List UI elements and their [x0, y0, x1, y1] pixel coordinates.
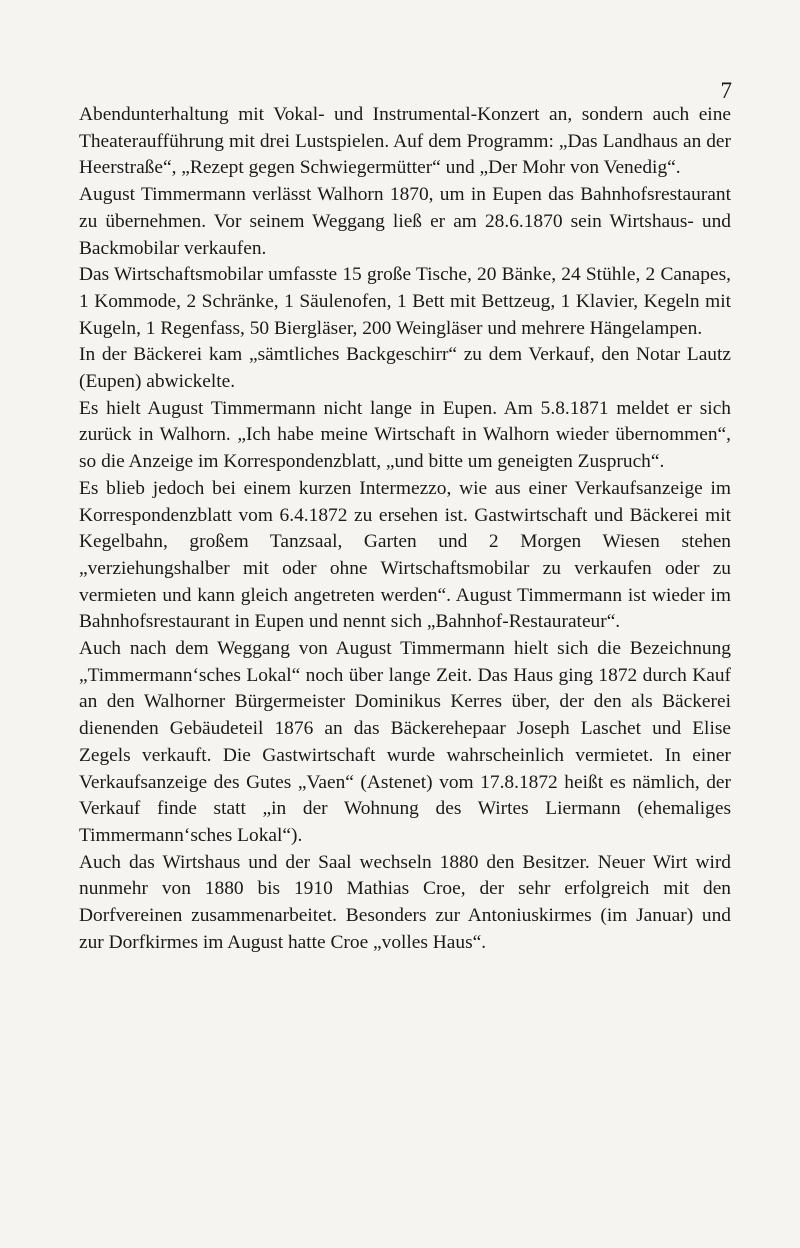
paragraph-8: Auch das Wirtshaus und der Saal wechseln 1880 den Besitzer. Neuer Wirt wird nunmehr von 1880 bis 1910 Mathias Croe, der sehr erfolgreich mit den Dorfvereinen zusammenarbeitet. Besonders zur Antoniuskirmes (im Januar) und zur Dorfkirmes im August hatte Croe „volles Haus“. [79, 851, 731, 953]
page-number: 7 [720, 78, 732, 103]
body-text [79, 102, 731, 957]
paragraph-3: Das Wirtschaftsmobilar umfasste 15 große Tische, 20 Bänke, 24 Stühle, 2 Canapes, 1 Kommode, 2 Schränke, 1 Säulenofen, 1 Bett mit Bettzeug, 1 Klavier, Kegeln mit Kugeln, 1 Regenfass, 50 Biergläser, 200 Weingläser und mehrere Hängelampen. [79, 264, 731, 339]
paragraph-4: In der Bäckerei kam „sämtliches Backgeschirr“ zu dem Verkauf, den Notar Lautz (Eupen) abwickelte. [79, 344, 731, 393]
paragraph-1: Abendunterhaltung mit Vokal- und Instrumental-Konzert an, sondern auch eine Theateraufführung mit drei Lustspielen. Auf dem Programm: „Das Landhaus an der Heerstraße“, „Rezept gegen Schwiegermütter“ und „Der Mohr von Venedig“. [79, 104, 731, 179]
paragraph-5: Es hielt August Timmermann nicht lange in Eupen. Am 5.8.1871 meldet er sich zurück in Walhorn. „Ich habe meine Wirtschaft in Walhorn wieder übernommen“, so die Anzeige im Korrespondenzblatt, „und bitte um geneigten Zuspruch“. [79, 397, 731, 473]
paragraph-6: Es blieb jedoch bei einem kurzen Intermezzo, wie aus einer Verkaufsanzeige im Korrespondenzblatt vom 6.4.1872 zu ersehen ist. Gastwirtschaft und Bäckerei mit Kegelbahn, großem Tanzsaal, Garten und 2 Morgen Wiesen stehen „verziehungshalber mit oder ohne Wirtschaftsmobilar zu verkaufen oder zu vermieten und kann gleich angetreten werden“. August Timmermann ist wieder im Bahnhofsrestaurant in Eupen und nennt sich „Bahnhof-Restaurateur“. [79, 477, 731, 633]
paragraph-2: August Timmermann verlässt Walhorn 1870, um in Eupen das Bahnhofsrestaurant zu übernehmen. Vor seinem Weggang ließ er am 28.6.1870 sein Wirtshaus- und Backmobilar verkaufen. [79, 184, 731, 259]
paragraph-7: Auch nach dem Weggang von August Timmermann hielt sich die Bezeichnung „Timmermann‘sches Lokal“ noch über lange Zeit. Das Haus ging 1872 durch Kauf an den Walhorner Bürgermeister Dominikus Kerres über, der den als Bäckerei dienenden Gebäudeteil 1876 an das Bäckerehepaar Joseph Laschet und Elise Zegels verkauft. Die Gastwirtschaft wurde wahrscheinlich vermietet. In einer Verkaufsanzeige des Gutes „Vaen“ (Astenet) vom 17.8.1872 heißt es nämlich, der Verkauf finde statt „in der Wohnung des Wirtes Liermann (ehemaliges Timmermann‘sches Lokal“). [79, 638, 731, 846]
